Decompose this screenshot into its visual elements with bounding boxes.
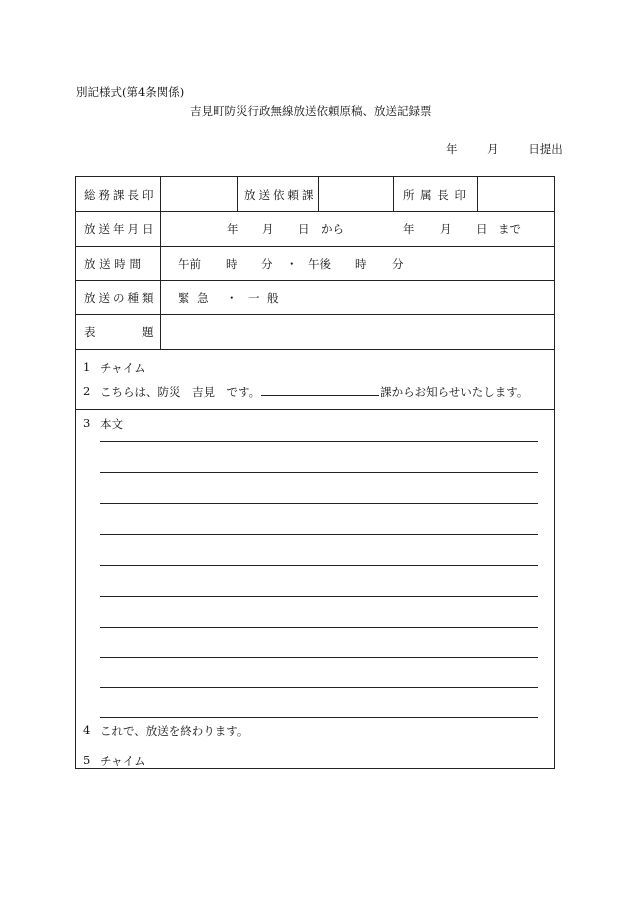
subject-field[interactable]: [164, 317, 550, 345]
row-divider: [76, 349, 554, 350]
from-day: 日: [298, 222, 310, 236]
section-chief-seal-label: 総務課長印: [84, 188, 157, 202]
item-2-text: こちらは、防災 吉見 です。 課からお知らせいたします。: [100, 385, 529, 399]
requesting-dept-label: 放送依頼課: [244, 188, 317, 202]
type-urgent[interactable]: 緊 急: [178, 291, 209, 305]
item-3-text: 本文: [100, 417, 123, 431]
row-divider: [76, 246, 554, 247]
pm-minute: 分: [392, 257, 404, 271]
day-submit-label: 日提出: [528, 142, 563, 156]
broadcast-time-label: 放 送 時 間: [84, 257, 141, 271]
column-divider: [160, 177, 161, 349]
body-line[interactable]: [100, 534, 538, 535]
month-label: 月: [487, 142, 499, 156]
item-4-number: 4: [83, 723, 91, 737]
section-chief-seal-field[interactable]: [164, 179, 234, 209]
am-minute: 分: [261, 257, 273, 271]
item-2-number: 2: [83, 384, 91, 398]
to-word: まで: [498, 222, 521, 236]
to-day: 日: [476, 222, 488, 236]
item-5-text: チャイム: [100, 754, 146, 768]
body-line[interactable]: [100, 503, 538, 504]
year-label: 年: [446, 142, 458, 156]
type-separator: ・: [226, 291, 238, 305]
department-blank[interactable]: [261, 384, 379, 396]
column-divider: [393, 177, 394, 211]
to-year: 年: [403, 222, 415, 236]
column-divider: [318, 177, 319, 211]
item-4-text: これで、放送を終わります。: [100, 724, 249, 738]
body-line[interactable]: [100, 717, 538, 718]
item-5-number: 5: [83, 753, 91, 767]
pm-label: 午後: [308, 257, 331, 271]
column-divider: [477, 177, 478, 211]
page-title: 吉見町防災行政無線放送依頼原稿、放送記録票: [190, 104, 432, 118]
body-line[interactable]: [100, 596, 538, 597]
pm-hour: 時: [355, 257, 367, 271]
broadcast-date-label: 放送年月日: [84, 222, 157, 236]
requesting-dept-field[interactable]: [321, 179, 391, 209]
am-label: 午前: [178, 257, 201, 271]
from-month: 月: [262, 222, 274, 236]
from-word: から: [321, 222, 344, 236]
body-line[interactable]: [100, 627, 538, 628]
item-3-number: 3: [83, 416, 91, 430]
dept-head-seal-field[interactable]: [480, 179, 552, 209]
item-1-text: チャイム: [100, 361, 146, 375]
row-divider: [76, 409, 554, 410]
type-general[interactable]: 一 般: [248, 291, 279, 305]
row-divider: [76, 314, 554, 315]
body-line[interactable]: [100, 657, 538, 658]
dept-head-seal-label: 所 属 長 印: [403, 188, 466, 202]
body-line[interactable]: [100, 472, 538, 473]
body-line[interactable]: [100, 565, 538, 566]
row-divider: [76, 280, 554, 281]
to-month: 月: [440, 222, 452, 236]
from-year: 年: [227, 222, 239, 236]
time-separator: ・: [286, 257, 298, 271]
row-divider: [76, 211, 554, 212]
broadcast-type-label: 放送の種類: [84, 291, 157, 305]
subject-label-char2: 題: [142, 325, 154, 339]
am-hour: 時: [226, 257, 238, 271]
item-1-number: 1: [83, 360, 91, 374]
body-line[interactable]: [100, 687, 538, 688]
subject-label-char1: 表: [84, 325, 96, 339]
body-line[interactable]: [100, 441, 538, 442]
submission-date: [446, 141, 563, 157]
column-divider: [237, 177, 238, 211]
form-reference: 別記様式(第4条関係): [76, 85, 185, 99]
